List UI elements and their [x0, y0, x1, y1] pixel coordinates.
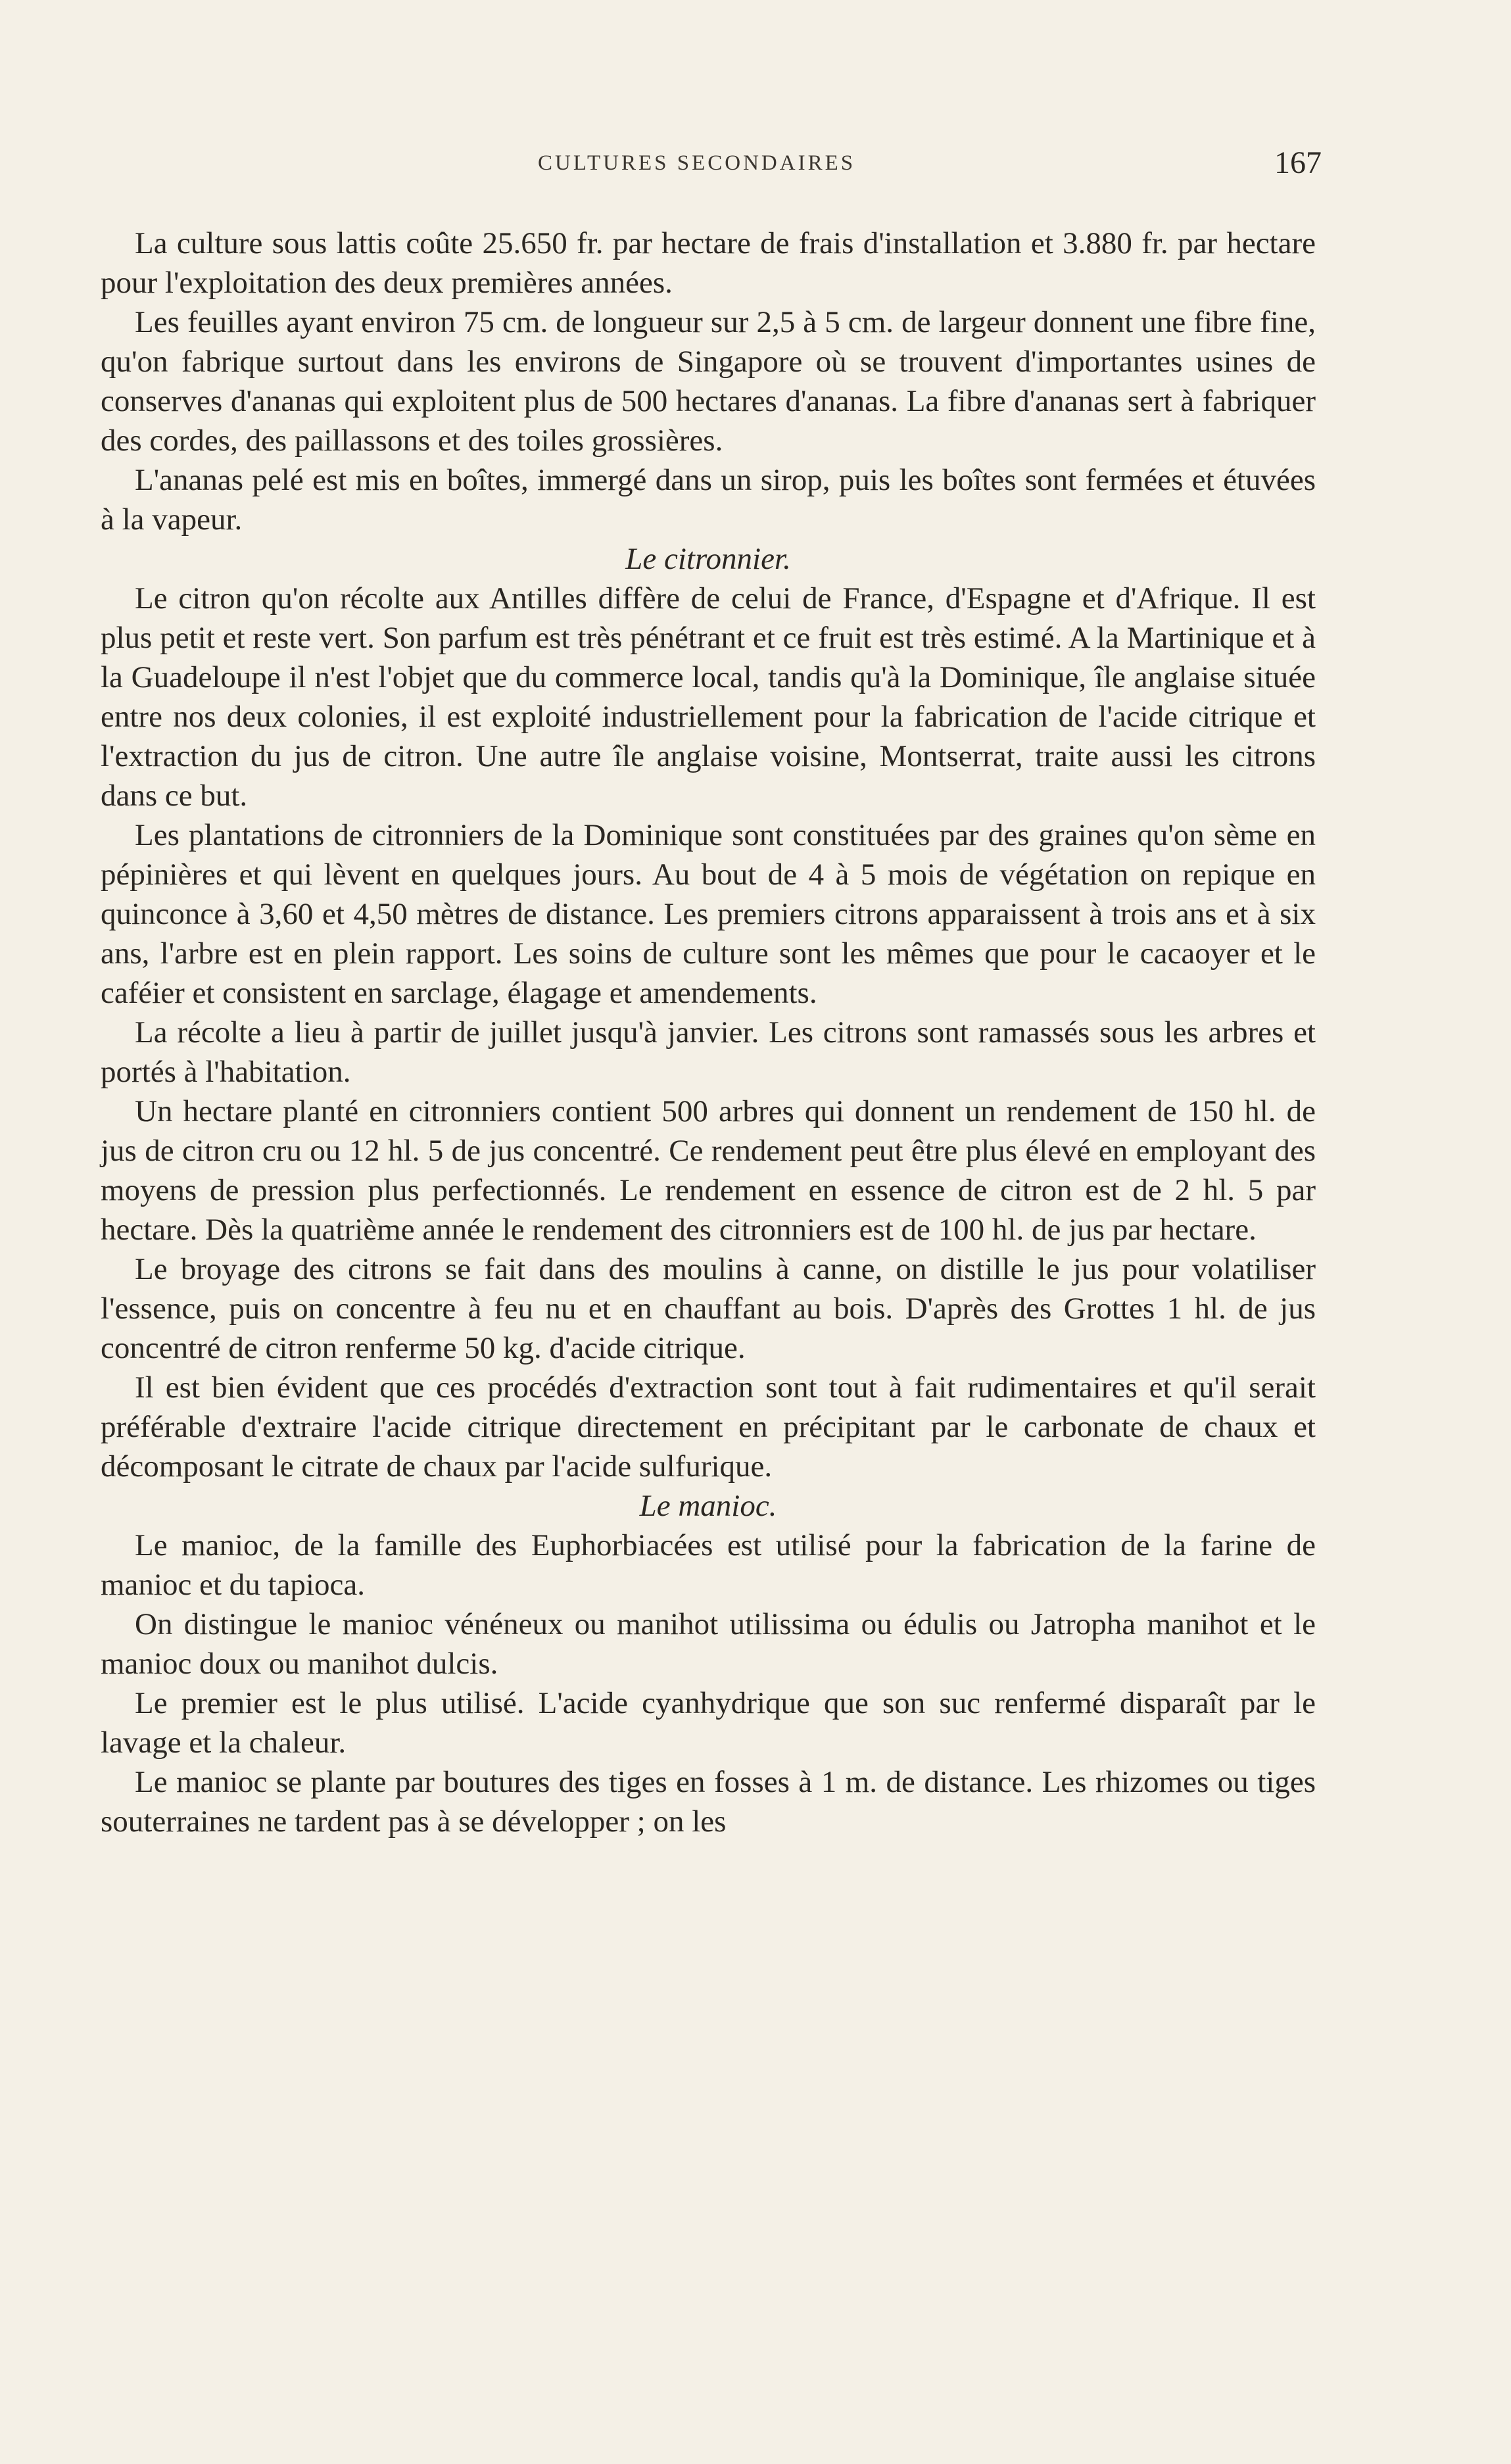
- paragraph: Un hectare planté en citronniers contient 500 arbres qui donnent un rendement de 150 hl. de jus de citron cru ou 12 hl. 5 de jus concentré. Ce rendement peut être plus élevé en employant des moyens de pression plus perfectionnés. Le rendement en essence de citron est de 2 hl. 5 par hectare. Dès la quatrième année le rendement des citronniers est de 100 hl. de jus par hectare.: [101, 1094, 1316, 1247]
- section-title-manioc: Le manioc.: [639, 1489, 777, 1523]
- paragraph: L'ananas pelé est mis en boîtes, immergé dans un sirop, puis les boîtes sont fermées et étuvées à la vapeur.: [101, 463, 1316, 537]
- paragraph: Le premier est le plus utilisé. L'acide cyanhydrique que son suc renfermé disparaît par le lavage et la chaleur.: [101, 1686, 1316, 1760]
- body-text: [101, 224, 1316, 1841]
- paragraph: On distingue le manioc vénéneux ou manihot utilissima ou édulis ou Jatropha manihot et le manioc doux ou manihot dulcis.: [101, 1607, 1316, 1681]
- page-number: 167: [1274, 145, 1322, 180]
- paragraph: Il est bien évident que ces procédés d'extraction sont tout à fait rudimentaires et qu'il serait préférable d'extraire l'acide citrique directement en précipitant par le carbonate de chaux et décomposant le citrate de chaux par l'acide sulfurique.: [101, 1370, 1316, 1484]
- paragraph: Le citron qu'on récolte aux Antilles diffère de celui de France, d'Espagne et d'Afrique. Il est plus petit et reste vert. Son parfum est très pénétrant et ce fruit est très estimé. A la Martinique et à la Guadeloupe il n'est l'objet que du commerce local, tandis qu'à la Dominique, île anglaise située entre nos deux colonies, il est exploité industriellement pour la fabrication de l'acide citrique et l'extraction du jus de citron. Une autre île anglaise voisine, Montserrat, traite aussi les citrons dans ce but.: [101, 581, 1316, 813]
- paragraph: Les feuilles ayant environ 75 cm. de longueur sur 2,5 à 5 cm. de largeur donnent une fibre fine, qu'on fabrique surtout dans les environs de Singapore où se trouvent d'importantes usines de conserves d'ananas qui exploitent plus de 500 hectares d'ananas. La fibre d'ananas sert à fabriquer des cordes, des paillassons et des toiles grossières.: [101, 305, 1316, 458]
- paragraph: Le manioc se plante par boutures des tiges en fosses à 1 m. de distance. Les rhizomes ou tiges souterraines ne tardent pas à se développer ; on les: [101, 1765, 1316, 1839]
- paragraph: Le broyage des citrons se fait dans des moulins à canne, on distille le jus pour volatiliser l'essence, puis on concentre à feu nu et en chauffant au bois. D'après des Grottes 1 hl. de jus concentré de citron renferme 50 kg. d'acide citrique.: [101, 1252, 1316, 1365]
- running-header: [99, 146, 1322, 180]
- section-title-citronnier: Le citronnier.: [625, 542, 791, 576]
- paragraph: La récolte a lieu à partir de juillet jusqu'à janvier. Les citrons sont ramassés sous les arbres et portés à l'habitation.: [101, 1015, 1316, 1089]
- paragraph: Le manioc, de la famille des Euphorbiacées est utilisé pour la fabrication de la farine de manioc et du tapioca.: [101, 1528, 1316, 1602]
- paragraph: La culture sous lattis coûte 25.650 fr. par hectare de frais d'installation et 3.880 fr. par hectare pour l'exploitation des deux premières années.: [101, 226, 1316, 300]
- paragraph: Les plantations de citronniers de la Dominique sont constituées par des graines qu'on sème en pépinières et qui lèvent en quelques jours. Au bout de 4 à 5 mois de végétation on repique en quinconce à 3,60 et 4,50 mètres de distance. Les premiers citrons apparaissent à trois ans et à six ans, l'arbre est en plein rapport. Les soins de culture sont les mêmes que pour le cacaoyer et le caféier et consistent en sarclage, élagage et amendements.: [101, 818, 1316, 1010]
- running-title: CULTURES SECONDAIRES: [538, 151, 856, 175]
